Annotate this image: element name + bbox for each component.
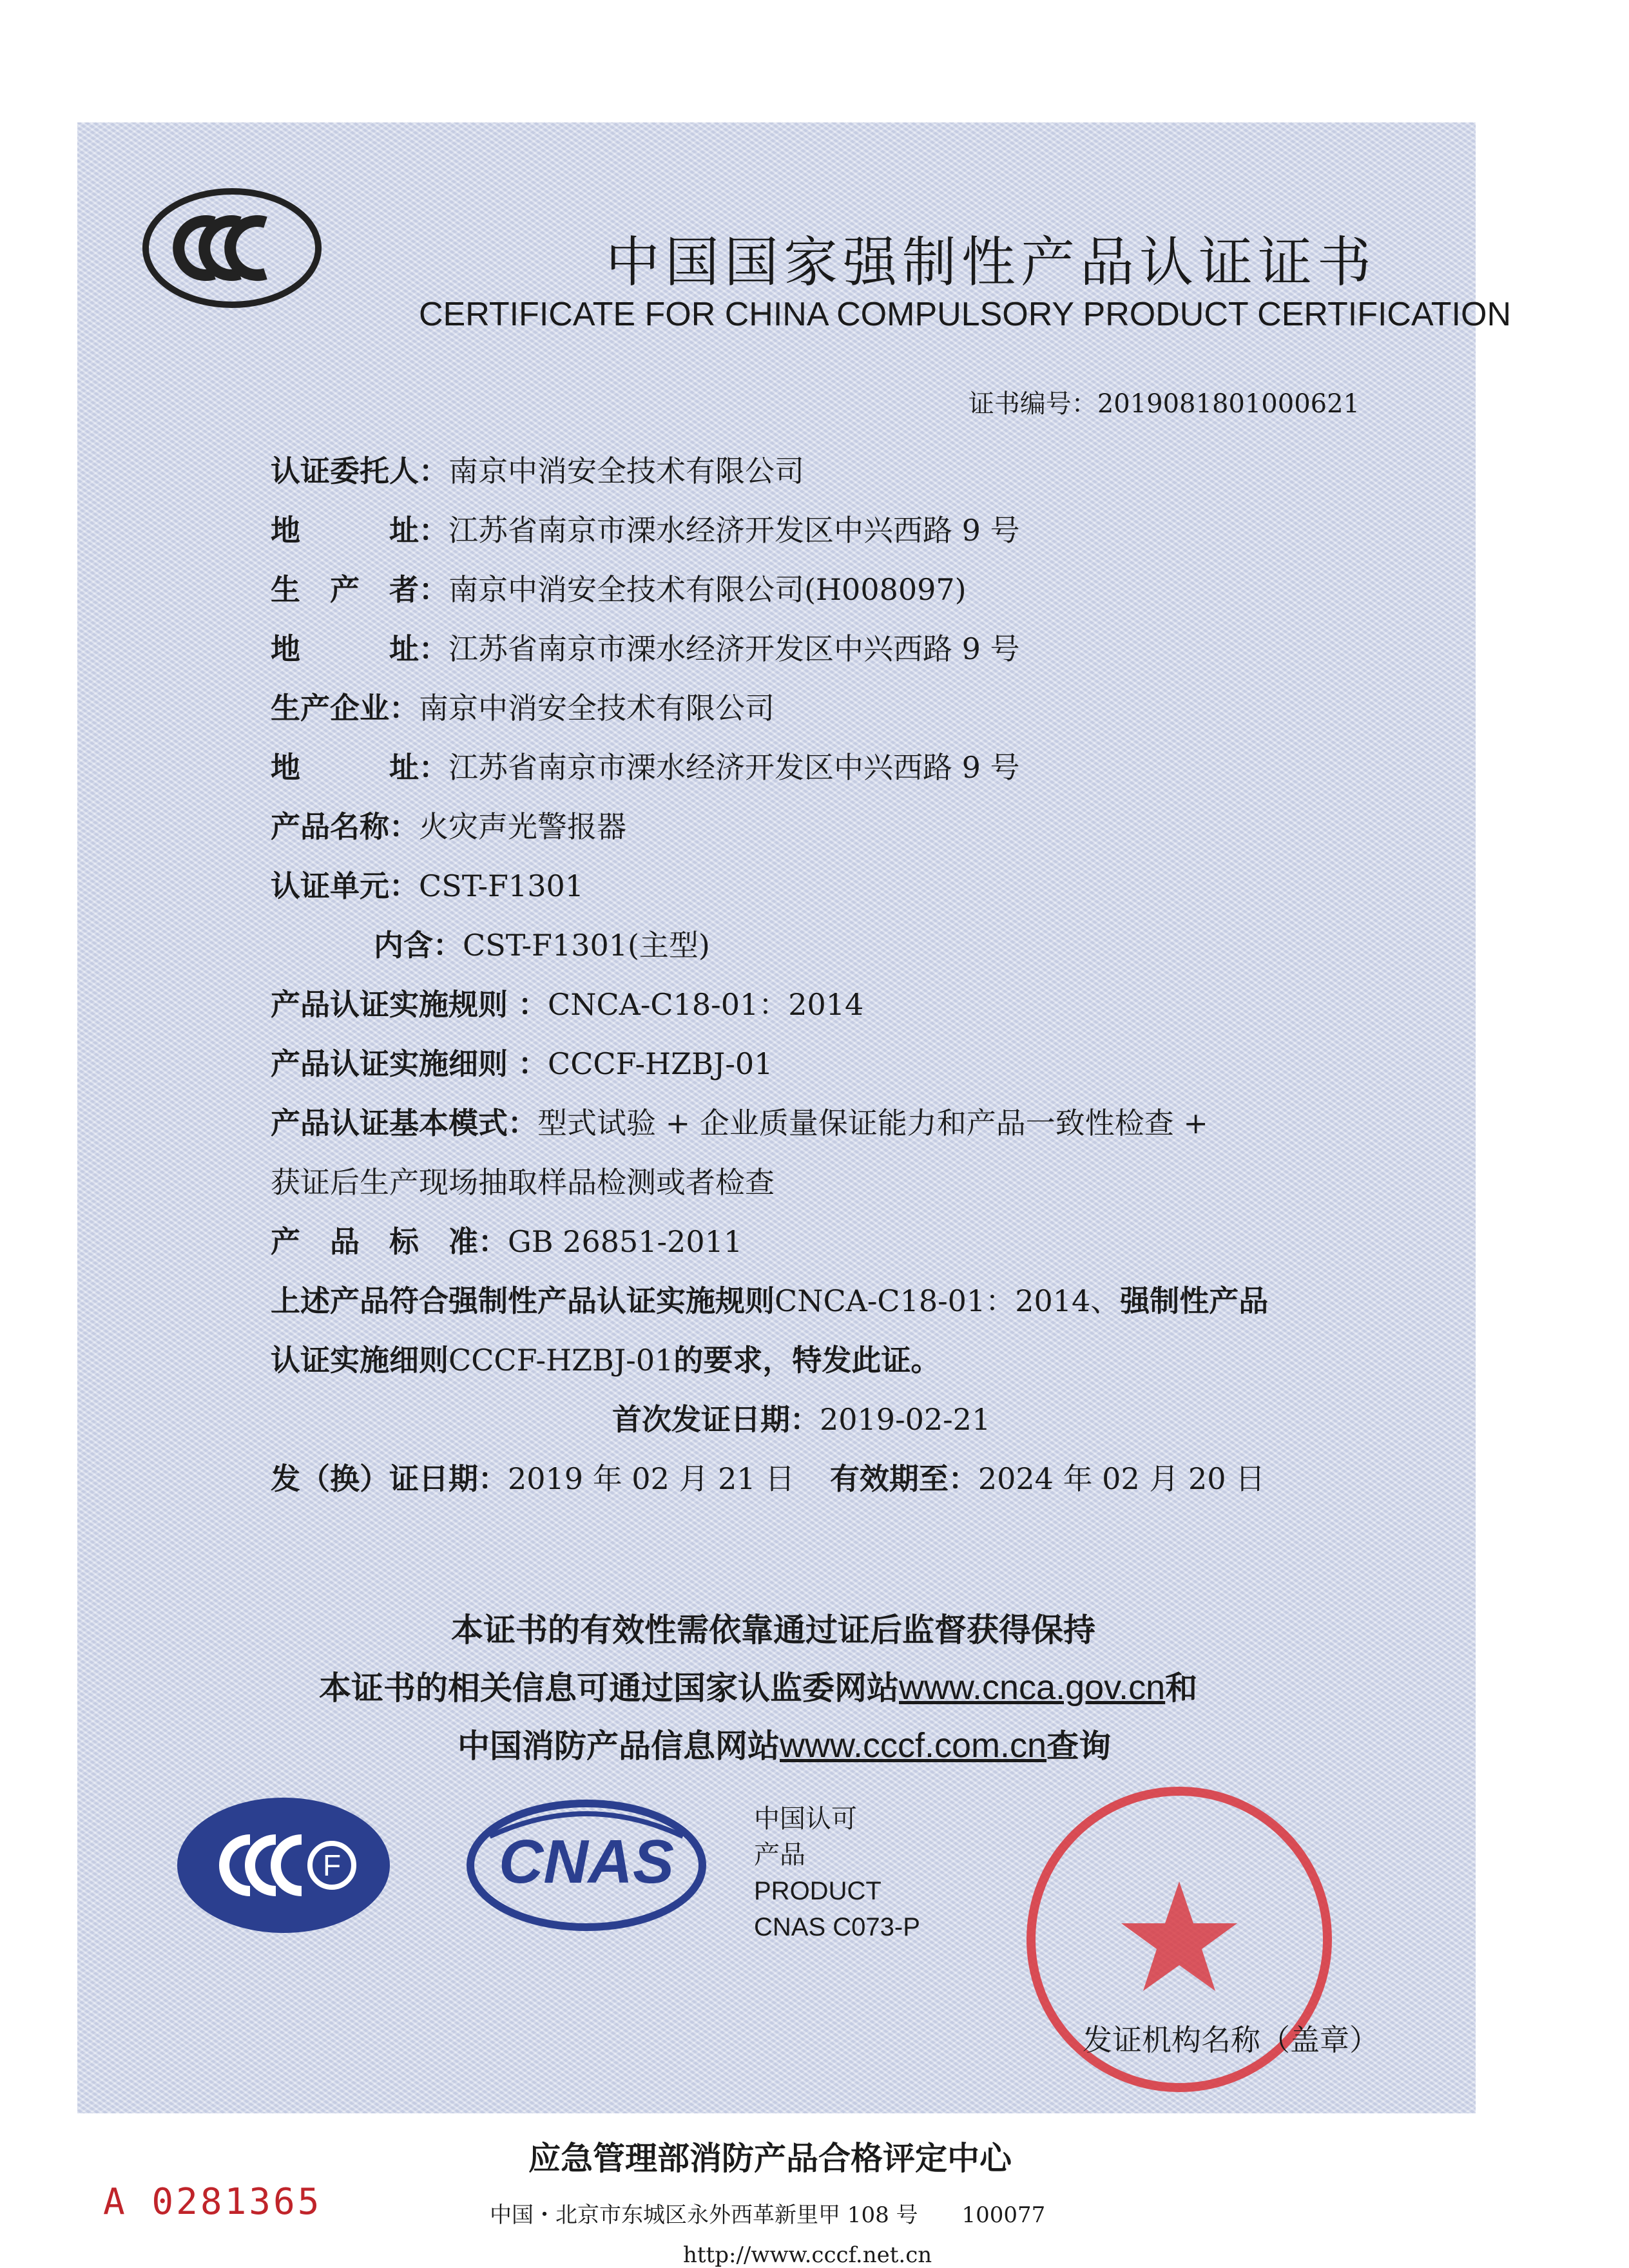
serial-number: A 0281365	[103, 2181, 322, 2223]
cnas-text-line: 产品	[754, 1841, 805, 1869]
field-value: CST-F1301	[419, 869, 584, 903]
field-row	[271, 1218, 742, 1261]
svg-text:F: F	[322, 1849, 342, 1882]
expiry-date-value: 2024 年 02 月 20 日	[978, 1461, 1266, 1496]
conformity-line-2	[271, 1337, 940, 1379]
title-en: CERTIFICATE FOR CHINA COMPULSORY PRODUCT CERTIFICATION	[419, 296, 1512, 333]
cnas-text-line: CNAS C073-P	[754, 1913, 920, 1941]
cnas-logo	[464, 1798, 709, 1933]
field-value: 火灾声光警报器	[419, 809, 626, 844]
notice-text: 中国消防产品信息网站	[458, 1727, 780, 1765]
field-label: 生 产 者：	[271, 572, 448, 607]
notice-line-1: 本证书的有效性需依靠通过证后监督获得保持	[451, 1611, 1095, 1649]
field-row	[271, 507, 1020, 550]
field-row	[271, 448, 804, 490]
field-row	[271, 685, 775, 727]
field-label: 产品名称：	[271, 809, 419, 844]
title-cn: 中国国家强制性产品认证证书	[606, 231, 1377, 294]
field-value: 江苏省南京市溧水经济开发区中兴西路 9 号	[448, 513, 1020, 548]
conformity-rule: CNCA-C18-01：2014、	[775, 1283, 1121, 1318]
certificate-number-value: 2019081801000621	[1097, 389, 1360, 419]
field-row	[271, 626, 1020, 668]
conformity-text: 认证实施细则	[271, 1343, 448, 1378]
field-row	[271, 1100, 1208, 1142]
field-label: 产品认证实施细则 ：	[271, 1046, 548, 1081]
notice-text: 和	[1165, 1669, 1198, 1707]
issue-dates	[271, 1456, 1265, 1498]
field-value: GB 26851-2011	[508, 1224, 743, 1259]
field-value: 南京中消安全技术有限公司	[419, 691, 775, 726]
field-label: 地 址：	[271, 750, 448, 785]
field-label: 认证单元：	[271, 869, 419, 903]
field-row	[271, 566, 967, 609]
seal-label: 发证机构名称（盖章）	[1083, 2023, 1379, 2057]
field-label: 地 址：	[271, 513, 448, 548]
field-value: 江苏省南京市溧水经济开发区中兴西路 9 号	[448, 750, 1020, 785]
field-value: CCCF-HZBJ-01	[548, 1046, 773, 1081]
issue-date-value: 2019 年 02 月 21 日	[508, 1461, 795, 1496]
field-value: CST-F1301(主型)	[463, 928, 710, 963]
field-label: 认证委托人：	[271, 454, 448, 488]
field-row	[271, 1041, 773, 1083]
notice-text: 本证书的相关信息可通过国家认监委网站	[319, 1669, 899, 1707]
cnas-accreditation-text	[754, 1801, 920, 1945]
issuer-website[interactable]: http://www.cccf.net.cn	[683, 2242, 932, 2268]
first-issue-label: 首次发证日期：	[612, 1402, 820, 1437]
field-row	[271, 863, 584, 905]
expiry-date-label: 有效期至：	[829, 1461, 978, 1496]
conformity-text: 的要求，特发此证。	[673, 1343, 941, 1378]
cnca-link[interactable]: www.cnca.gov.cn	[899, 1668, 1166, 1707]
field-label: 内含：	[374, 928, 463, 963]
cnas-text-line: 中国认可	[754, 1805, 857, 1833]
field-row	[374, 922, 710, 965]
field-label: 生产企业：	[271, 691, 419, 726]
field-row	[271, 1159, 775, 1202]
conformity-text: 上述产品符合强制性产品认证实施规则	[271, 1283, 775, 1318]
field-label: 产 品 标 准：	[271, 1224, 508, 1259]
first-issue-date	[612, 1396, 990, 1439]
field-label: 产品认证基本模式：	[271, 1106, 537, 1140]
conformity-text: 强制性产品	[1120, 1283, 1269, 1318]
issue-date-label: 发（换）证日期：	[271, 1461, 508, 1496]
cnas-text-line: PRODUCT	[754, 1877, 882, 1905]
conformity-rule: CCCF-HZBJ-01	[448, 1343, 674, 1378]
field-row	[271, 744, 1020, 787]
ccc-logo	[142, 187, 322, 309]
certificate-number-label: 证书编号：	[968, 389, 1097, 419]
svg-text:CNAS: CNAS	[498, 1827, 675, 1896]
field-value: 获证后生产现场抽取样品检测或者检查	[271, 1165, 775, 1200]
conformity-line-1	[271, 1278, 1268, 1320]
issuer-name: 应急管理部消防产品合格评定中心	[528, 2140, 1012, 2177]
field-value: 江苏省南京市溧水经济开发区中兴西路 9 号	[448, 631, 1020, 666]
cccf-link[interactable]: www.cccf.com.cn	[780, 1726, 1047, 1765]
field-value: 南京中消安全技术有限公司	[448, 454, 804, 488]
field-label: 产品认证实施规则 ：	[271, 987, 548, 1022]
field-label: 地 址：	[271, 631, 448, 666]
certificate-number	[969, 383, 1360, 420]
notice-text: 查询	[1046, 1727, 1112, 1765]
field-row	[271, 803, 626, 846]
notice-line-3	[458, 1720, 1111, 1767]
field-row	[271, 981, 863, 1024]
issuer-address: 中国・北京市东城区永外西革新里甲 108 号 100077	[490, 2202, 1046, 2228]
notice-line-2	[319, 1662, 1197, 1709]
cccf-logo	[174, 1794, 393, 1936]
field-value: CNCA-C18-01：2014	[548, 987, 864, 1022]
field-value: 型式试验 + 企业质量保证能力和产品一致性检查 +	[537, 1106, 1208, 1140]
first-issue-value: 2019-02-21	[820, 1402, 991, 1437]
field-value: 南京中消安全技术有限公司(H008097)	[448, 572, 967, 607]
